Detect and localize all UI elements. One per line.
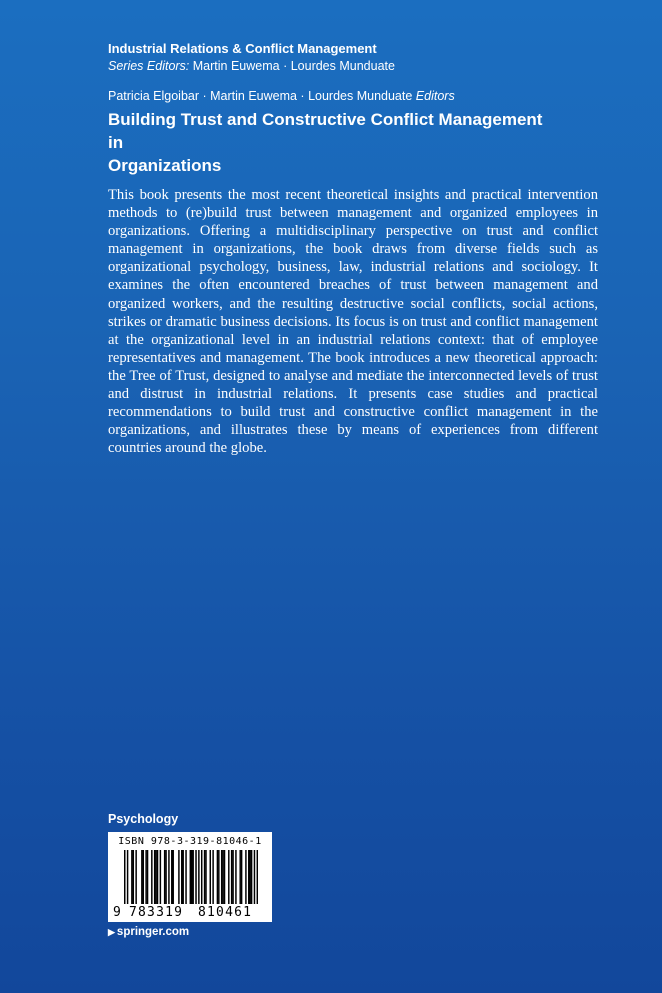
isbn-label: ISBN 978-3-319-81046-1 (118, 836, 262, 847)
isbn-barcode (108, 832, 272, 922)
barcode-bar (182, 850, 183, 904)
barcode-bar (251, 850, 252, 904)
barcode-bar (143, 850, 144, 904)
publisher-link[interactable] (108, 926, 189, 938)
barcode-bar (147, 850, 148, 904)
barcode-bar (218, 850, 219, 904)
triangle-right-icon: ▶ (108, 927, 115, 937)
barcode-bar (231, 850, 232, 904)
barcode-bar (257, 850, 258, 904)
barcode-bar (165, 850, 166, 904)
barcode-bar (224, 850, 225, 904)
ean-left-digits: 783319 (129, 905, 184, 920)
barcode-bar (178, 850, 179, 904)
book-authors: Patricia Elgoibar · Martin Euwema · Lourdes Munduate (108, 89, 413, 103)
barcode-bar (127, 850, 128, 904)
barcode-bar (191, 850, 192, 904)
barcode-bar (168, 850, 169, 904)
barcode-bar (221, 850, 222, 904)
book-title-line-2: Organizations (108, 156, 222, 175)
barcode-bars (124, 850, 258, 908)
book-title-line-1: Building Trust and Constructive Conflict Management in (108, 110, 543, 152)
barcode-bar (131, 850, 132, 904)
barcode-bar (192, 850, 193, 904)
barcode-bar (222, 850, 223, 904)
barcode-bar (245, 850, 246, 904)
barcode-bar (212, 850, 213, 904)
barcode-bar (198, 850, 199, 904)
barcode-bar (172, 850, 173, 904)
barcode-bar (181, 850, 182, 904)
barcode-bar (201, 850, 202, 904)
barcode-bar (135, 850, 136, 904)
barcode-bar (157, 850, 158, 904)
barcode-bar (239, 850, 240, 904)
barcode-bar (205, 850, 206, 904)
barcode-bar (141, 850, 142, 904)
ean-right-digits: 810461 (198, 905, 253, 920)
publisher-url: springer.com (116, 926, 190, 938)
subject-category: Psychology (108, 812, 179, 826)
series-editors-label: Series Editors: (108, 59, 190, 73)
barcode-bar (133, 850, 134, 904)
barcode-bar (154, 850, 155, 904)
series-block (108, 40, 395, 75)
barcode-bar (249, 850, 250, 904)
barcode-bar (145, 850, 146, 904)
barcode-bar (241, 850, 242, 904)
barcode-bar (217, 850, 218, 904)
barcode-bar (171, 850, 172, 904)
barcode-bar (228, 850, 229, 904)
barcode-bar (160, 850, 161, 904)
barcode-bar (235, 850, 236, 904)
barcode-bar (210, 850, 211, 904)
book-editors-role: Editors (415, 89, 455, 103)
barcode-bar (185, 850, 186, 904)
barcode-bar (190, 850, 191, 904)
book-description: This book presents the most recent theoretical insights and practical intervention methods to (re)build trust between management and organized employees in organizations. Offering a multidisciplinary perspective on trust and conflict management in organizations, the book draws from diverse fields such as organizational psychology, business, law, industrial relations and sociology. It examines the often encountered breaches of trust between management and organized workers, and the resulting destructive social conflicts, social actions, strikes or dramatic business decisions. Its focus is on trust and conflict management at the organizational level in an industrial relations context: that of employee representatives and management. The book introduces a new theoretical approach: the Tree of Trust, designed to analyse and mediate the interconnected levels of trust and distrust in industrial relations. It presents case studies and practical recommendations to build trust and constructive conflict management in the organizations, and illustrates these by means of experiences from different countries around the globe. (108, 187, 598, 457)
ean-first-digit: 9 (113, 905, 121, 920)
series-title: Industrial Relations & Conflict Management (108, 41, 377, 56)
book-title (108, 108, 548, 177)
book-editors (108, 88, 455, 105)
barcode-bar (232, 850, 233, 904)
barcode-bar (248, 850, 249, 904)
barcode-bar (204, 850, 205, 904)
series-editors (108, 58, 395, 75)
barcode-bar (195, 850, 196, 904)
barcode-bar (164, 850, 165, 904)
barcode-bar (155, 850, 156, 904)
barcode-bar (124, 850, 125, 904)
barcode-bar (151, 850, 152, 904)
barcode-bar (254, 850, 255, 904)
series-editors-names: Martin Euwema · Lourdes Munduate (192, 59, 395, 73)
